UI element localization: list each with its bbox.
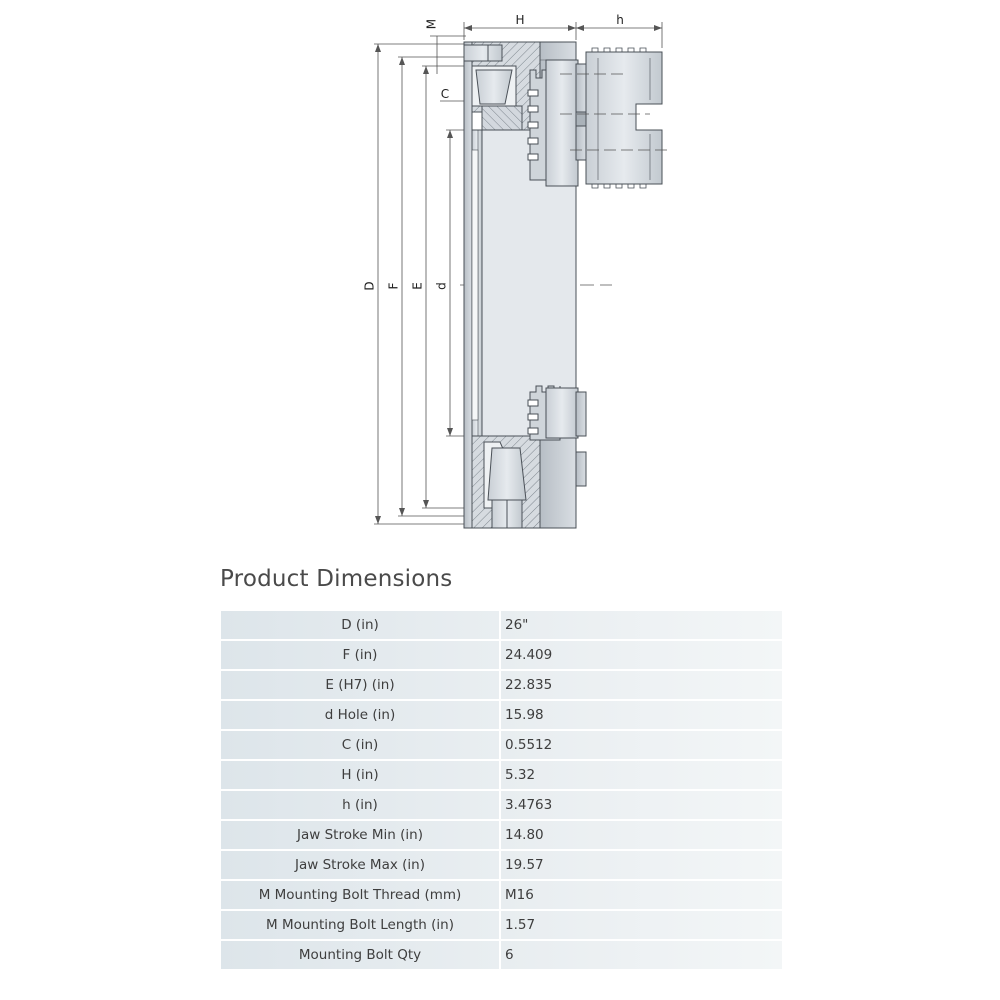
row-value: 24.409 [501, 641, 782, 669]
row-label: Mounting Bolt Qty [221, 941, 501, 969]
row-value: 15.98 [501, 701, 782, 729]
row-label: C (in) [221, 731, 501, 759]
table-row [221, 941, 782, 969]
table-row [221, 701, 782, 729]
table-row [221, 851, 782, 879]
row-value: 6 [501, 941, 782, 969]
row-label: M Mounting Bolt Thread (mm) [221, 881, 501, 909]
row-value: 14.80 [501, 821, 782, 849]
table-row [221, 671, 782, 699]
row-label: M Mounting Bolt Length (in) [221, 911, 501, 939]
row-label: E (H7) (in) [221, 671, 501, 699]
label-h-lower: h [616, 13, 624, 27]
label-c: C [440, 87, 450, 101]
table-row [221, 821, 782, 849]
row-label: Jaw Stroke Max (in) [221, 851, 501, 879]
table-row [221, 731, 782, 759]
row-label: d Hole (in) [221, 701, 501, 729]
table-row [221, 911, 782, 939]
row-value: 3.4763 [501, 791, 782, 819]
label-m: M [424, 18, 439, 30]
label-d-lower: d [434, 282, 449, 290]
table-row [221, 641, 782, 669]
row-value: 26" [501, 611, 782, 639]
table-row [221, 611, 782, 639]
row-value: 22.835 [501, 671, 782, 699]
row-value: 0.5512 [501, 731, 782, 759]
dimensions-table [221, 609, 782, 971]
row-value: 19.57 [501, 851, 782, 879]
table-row [221, 791, 782, 819]
row-label: D (in) [221, 611, 501, 639]
table-row [221, 881, 782, 909]
upper-jaw [528, 48, 662, 188]
label-h-upper: H [515, 13, 525, 27]
label-f: F [386, 282, 401, 290]
row-label: F (in) [221, 641, 501, 669]
row-label: Jaw Stroke Min (in) [221, 821, 501, 849]
table-row [221, 761, 782, 789]
label-e: E [410, 282, 425, 290]
section-title: Product Dimensions [220, 566, 453, 592]
row-value: 1.57 [501, 911, 782, 939]
row-label: H (in) [221, 761, 501, 789]
label-d-upper: D [362, 281, 377, 291]
row-label: h (in) [221, 791, 501, 819]
row-value: 5.32 [501, 761, 782, 789]
row-value: M16 [501, 881, 782, 909]
